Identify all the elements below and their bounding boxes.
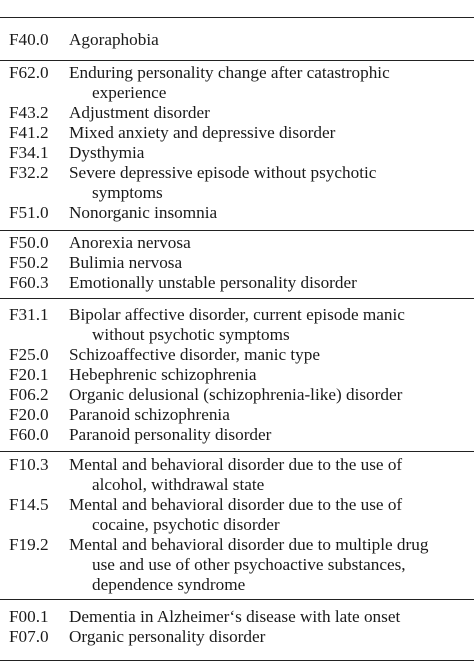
description-line: Emotionally unstable personality disorder: [69, 273, 357, 292]
description-line: Adjustment disorder: [69, 103, 210, 122]
group-separator-rule: [0, 230, 474, 231]
table-row: [0, 305, 474, 345]
icd-code: F41.2: [9, 123, 49, 142]
description-continuation-line: use and use of other psychoactive substances,: [92, 555, 406, 574]
icd-code: F62.0: [9, 63, 49, 82]
table-row: [0, 495, 474, 535]
diagnosis-description: [69, 607, 467, 627]
description-line: Organic delusional (schizophrenia-like) disorder: [69, 385, 403, 404]
diagnosis-description: [69, 345, 467, 365]
diagnosis-description: [69, 365, 467, 385]
table-row: [0, 143, 474, 163]
table-row: [0, 405, 474, 425]
diagnosis-description: [69, 627, 467, 647]
group-separator-rule: [0, 451, 474, 452]
icd-code: F43.2: [9, 103, 49, 122]
table-row: [0, 63, 474, 103]
table-row: [0, 535, 474, 595]
description-continuation-line: without psychotic symptoms: [92, 325, 290, 344]
icd-code: F31.1: [9, 305, 49, 324]
icd-code: F00.1: [9, 607, 49, 626]
diagnosis-description: [69, 143, 467, 163]
table-row: [0, 103, 474, 123]
diagnosis-description: [69, 163, 467, 203]
diagnosis-description: [69, 123, 467, 143]
description-line: Mental and behavioral disorder due to the use of: [69, 495, 403, 514]
diagnosis-description: [69, 30, 467, 50]
table-row: [0, 273, 474, 293]
diagnosis-description: [69, 103, 467, 123]
description-line: Mental and behavioral disorder due to multiple drug: [69, 535, 429, 554]
description-line: Dementia in Alzheimer‘s disease with late onset: [69, 607, 401, 626]
table-row: [0, 253, 474, 273]
icd-code: F60.0: [9, 425, 49, 444]
description-line: Paranoid personality disorder: [69, 425, 272, 444]
table-bottom-rule: [0, 660, 474, 661]
icd-code: F34.1: [9, 143, 49, 162]
icd-code: F60.3: [9, 273, 49, 292]
diagnosis-description: [69, 253, 467, 273]
icd-code: F51.0: [9, 203, 49, 222]
icd-code: F40.0: [9, 30, 49, 49]
group-separator-rule: [0, 60, 474, 61]
description-line: Anorexia nervosa: [69, 233, 191, 252]
diagnosis-description: [69, 233, 467, 253]
icd-code: F10.3: [9, 455, 49, 474]
description-continuation-line: symptoms: [92, 183, 163, 202]
icd-code: F07.0: [9, 627, 49, 646]
description-line: Bipolar affective disorder, current episode manic: [69, 305, 405, 324]
icd-code: F25.0: [9, 345, 49, 364]
diagnosis-description: [69, 273, 467, 293]
icd-code: F06.2: [9, 385, 49, 404]
table-top-rule: [0, 17, 474, 18]
diagnosis-description: [69, 495, 467, 535]
group-separator-rule: [0, 599, 474, 600]
table-row: [0, 203, 474, 223]
table-row: [0, 345, 474, 365]
icd-code: F50.2: [9, 253, 49, 272]
icd-code: F20.1: [9, 365, 49, 384]
table-row: [0, 627, 474, 647]
table-row: [0, 163, 474, 203]
description-continuation-line: experience: [92, 83, 167, 102]
group-separator-rule: [0, 298, 474, 299]
description-line: Paranoid schizophrenia: [69, 405, 230, 424]
diagnosis-description: [69, 425, 467, 445]
icd-code: F14.5: [9, 495, 49, 514]
icd-code: F20.0: [9, 405, 49, 424]
table-row: [0, 385, 474, 405]
description-line: Organic personality disorder: [69, 627, 266, 646]
description-line: Mental and behavioral disorder due to the use of: [69, 455, 403, 474]
table-row: [0, 455, 474, 495]
description-line: Dysthymia: [69, 143, 145, 162]
description-line: Agoraphobia: [69, 30, 159, 49]
table-row: [0, 30, 474, 50]
diagnosis-description: [69, 455, 467, 495]
diagnosis-description: [69, 405, 467, 425]
table-row: [0, 425, 474, 445]
diagnosis-description: [69, 385, 467, 405]
description-continuation-line: cocaine, psychotic disorder: [92, 515, 280, 534]
icd-code: F50.0: [9, 233, 49, 252]
description-line: Schizoaffective disorder, manic type: [69, 345, 320, 364]
description-line: Hebephrenic schizophrenia: [69, 365, 257, 384]
table-row: [0, 233, 474, 253]
description-line: Enduring personality change after catastrophic: [69, 63, 390, 82]
table-row: [0, 365, 474, 385]
table-row: [0, 123, 474, 143]
table-row: [0, 607, 474, 627]
description-line: Mixed anxiety and depressive disorder: [69, 123, 336, 142]
diagnosis-description: [69, 305, 467, 345]
description-continuation-line: alcohol, withdrawal state: [92, 475, 265, 494]
diagnosis-description: [69, 535, 467, 595]
icd-code: F19.2: [9, 535, 49, 554]
description-line: Nonorganic insomnia: [69, 203, 218, 222]
description-line: Bulimia nervosa: [69, 253, 183, 272]
diagnosis-description: [69, 63, 467, 103]
description-continuation-line: dependence syndrome: [92, 575, 246, 594]
diagnosis-description: [69, 203, 467, 223]
description-line: Severe depressive episode without psychotic: [69, 163, 377, 182]
icd-code: F32.2: [9, 163, 49, 182]
